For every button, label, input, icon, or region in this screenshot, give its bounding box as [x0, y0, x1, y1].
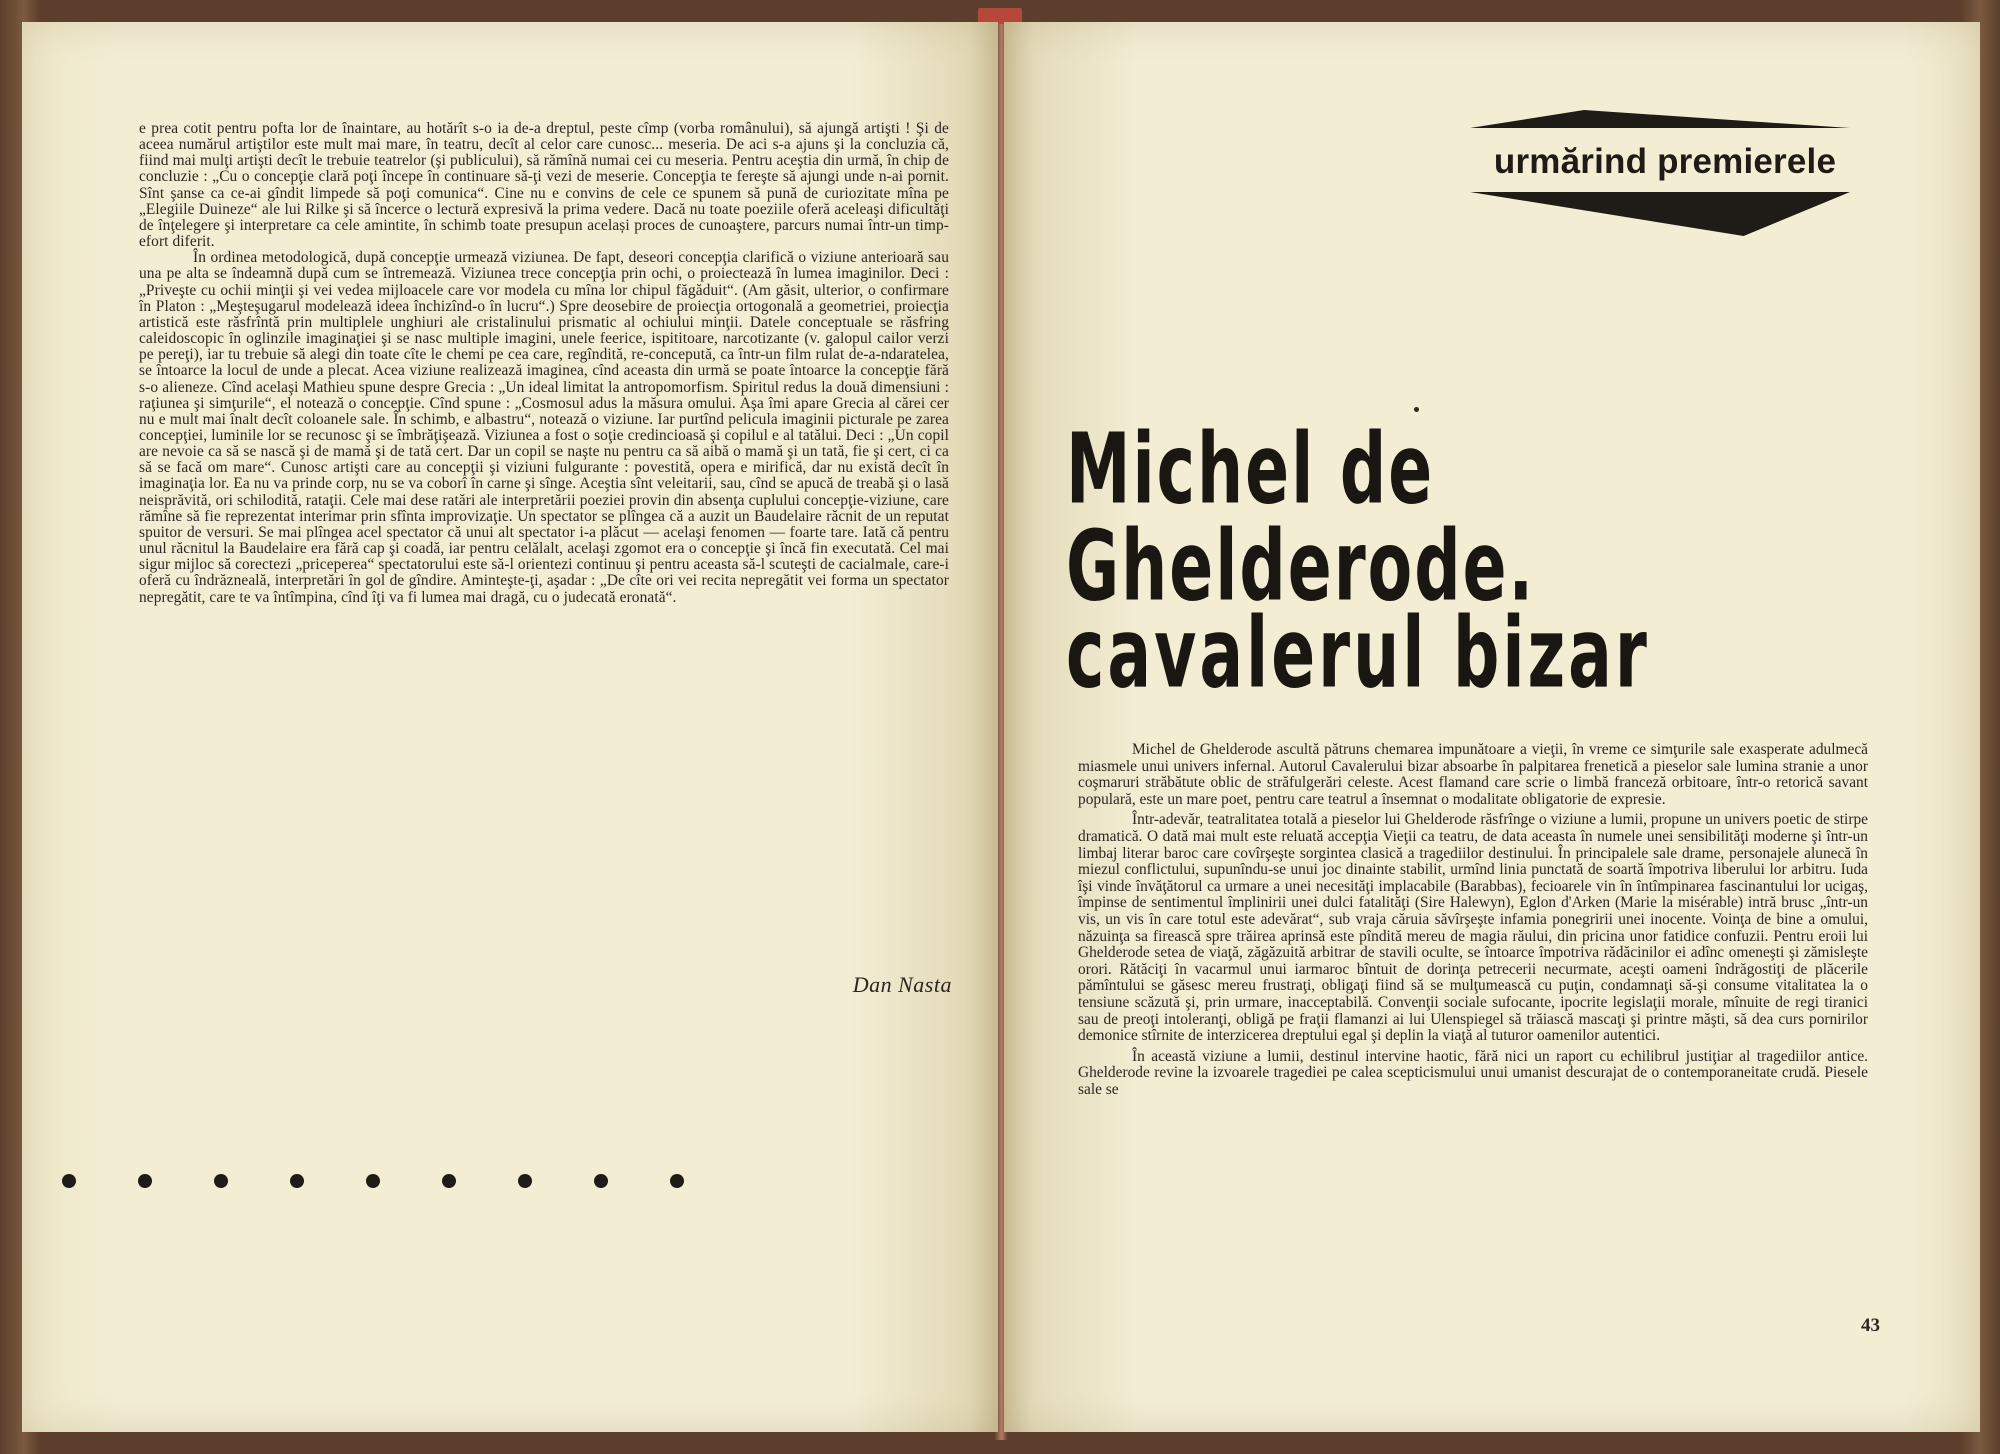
page-number: 43	[1861, 1315, 1880, 1336]
right-paragraph-3: În această viziune a lumii, destinul intervine haotic, fără nici un raport cu echilibrul justiţiar al tragediilor antice. Ghelderode revine la izvoarele tragediei pe calea scepticismului unui umanist descurajat de o contemporaneitate crudă. Piesele sale se	[1078, 1047, 1868, 1098]
author-signature: Dan Nasta	[852, 972, 952, 997]
dot-ornament	[518, 1174, 532, 1188]
right-page	[1004, 22, 1980, 1432]
title-line-1: Michel de Ghelderode.	[1066, 411, 1536, 623]
decorative-dot-row	[62, 1174, 702, 1198]
left-article-text	[139, 121, 949, 606]
right-paragraph-1: Michel de Ghelderode ascultă pătruns chemarea impunătoare a vieţii, în vreme ce simţurile sale exasperate adulmecă miasmele unui univers infernal. Autorul Cavalerului bizar absoarbe în palpitarea frenetică a pieselor sale lumina stranie a unor coşmaruri străbătute oblic de străfulgerări celeste. Acest flamand care scrie o limbă franceză orbitoare, într-o retorică savant populară, este un mare poet, pentru care teatrul a însemnat o modalitate obligatorie de expresie.	[1078, 741, 1868, 808]
right-article-text	[1078, 742, 1868, 1098]
right-paragraph-2: Într-adevăr, teatralitatea totală a pieselor lui Ghelderode răsfrînge o viziune a lumii, propune un univers poetic de stirpe dramatică. O dată mai mult este reluată accepţia Vieţii ca teatru, de data aceasta în numele unei sensibilităţi moderne şi într-un limbaj literar baroc care covîrşeşte sorgintea clasică a tragediilor destinului. În principalele sale drame, personajele alunecă în miezul conflictului, supunîndu-se unui joc dinainte stabilit, urmînd linia punctată de soartă împotriva liberului lor arbitru. Iuda îşi vinde învăţătorul ca urmare a unei necesităţi implacabile (Barabbas), fecioarele vin în întîmpinarea fascinantului lor ucigaş, împinse de sentimentul împlinirii unei dulci fatalităţi (Sire Halewyn), Eglon d'Arken (Marie la misérable) intră brusc „într-un vis, un vis în care totul este adevărat“, sub vraja căruia săvîrşeşte infamia ponegririi unei inocente. Voinţa de bine a omului, năzuinţa sa firească spre trăirea aprinsă este pîndită mereu de magia răului, din pricina unor fatidice confuzii. Pentru eroii lui Ghelderode setea de viaţă, zăgăzuită arbitrar de stavili oculte, se întoarce împotriva rădăcinilor ei adînc omeneşti şi zămisleşte orori. Rătăciţi în vacarmul unui iarmaroc bîntuit de dorinţa petrecerii necurmate, aceşti oameni îndrăgostiţi de plăcerile pămîntului se găsesc mereu frustraţi, obligaţi fiind să se mulţumească cu puţin, condamnaţi să-şi consume vitalitatea la o tensiune scăzută şi, prin urmare, inacceptabilă. Convenţii sociale sufocante, ipocrite legislaţii morale, mînuite de regi tiranici sau de preoţi intoleranţi, obligă pe fraţii flamanzi ai lui Ulenspiegel să trăiască mascaţi şi printre măşti, să dea curs pornirilor demonice stîrnite de interzicerea dreptului egal şi deplin la viaţă al tuturor oamenilor autentici.	[1078, 811, 1868, 1045]
left-paragraph-1: e prea cotit pentru pofta lor de înaintare, au hotărît s-o ia de-a dreptul, peste cîmp (vorba românului), să ajungă artişti ! Şi de aceea numărul artiştilor este mult mai mare, în teatru, decît al celor care cunosc... meseria. De aci s-a ajuns şi la concluzia că, fiind mai mulţi artişti decît le trebuie teatrelor (şi publicului), să rămînă numai cei cu meseria. Pentru aceştia din urmă, în chip de concluzie : „Cu o concepţie clară poţi începe în continuare să-ţi vezi de meserie. Concepţia te fereşte să ajungi unde n-ai pornit. Sînt şanse ca ce-ai gîndit limpede să poţi comunica“. Cine nu e convins de cele ce spunem să pună de curiozitate mîna pe „Elegiile Duineze“ ale lui Rilke şi să încerce o lectură expresivă la prima vedere. Dacă nu toate poeziile oferă aceleaşi dificultăţi de înţelegere şi interpretare ca cele amintite, în schimb toate presupun același proces de cunoaştere, parcurs numai într-un timp-efort diferit.	[139, 120, 949, 251]
dot-ornament	[442, 1174, 456, 1188]
title-line-2: cavalerul bizar	[1066, 595, 1650, 710]
left-paragraph-2: În ordinea metodologică, după concepţie urmează viziunea. De fapt, deseori concepţia clarifică o viziune anterioară sau una pe alta se îndeamnă după cum se întremează. Viziunea trece concepţia prin ochi, o proiectează în lumea imaginilor. Deci : „Priveşte cu ochii minţii şi vei vedea mijloacele care vor modela cu mîna lor chipul făgăduit“. (Am găsit, ulterior, o confirmare în Platon : „Meşteşugarul modelează ideea închizînd-o în lucru“.) Spre deosebire de proiecţia ortogonală a geometriei, proiecţia artistică este răsfrîntă prin multiplele unghiuri ale cristalinului prismatic al ochiului minţii. Datele conceptuale se răsfring caleidoscopic în oglinzile imaginaţiei şi se nasc multiple imagini, unele feerice, ispititoare, narcotizante (v. galopul cailor verzi pe pereţi), iar tu trebuie să alegi din toate cîte le chemi pe cea care, regîndită, re-concepută, ca într-un film rulat de-a-ndaratelea, se întoarce la locul de unde a plecat. Acea viziune realizează imaginea, cînd aceasta din urmă se poate întoarce la concepţie fără s-o alieneze. Cînd acelaşi Mathieu spune despre Grecia : „Un ideal limitat la antropomorfism. Spiritul redus la două dimensiuni : raţiunea şi simţurile“, el notează o concepţie. Cînd spune : „Cosmosul adus la măsura omului. Aşa îmi apare Grecia al cărei cer nu e mult mai înalt decît coloanele sale. În schimb, e albastru“, notează o viziune. Iar purtînd pelicula imaginii picturale pe zarea concepţiei, luminile lor se recunosc şi se îmbrăţişează. Viziunea a fost o soţie credincioasă şi copilul e al tatălui. Deci : „Un copil are nevoie ca să se nască şi de mamă şi de tată cert. Dar un copil se naşte nu pentru ca să aibă o mamă şi un tată, fie şi cert, ci ca să se facă om mare“. Cunosc artişti care au concepţii şi viziuni fulgurante : povestită, opera e mirifică, dar nu există decît în imaginaţia lor. Ea nu va prinde corp, nu se va coborî în carne şi sînge. Aceştia sînt veleitarii, sau, cînd se apucă de treabă şi o lasă neisprăvită, ori schilodită, rataţii. Cele mai dese ratări ale interpretării poeziei provin din absenţa cuplului concepţie-viziune, care rămîne să fie reprezentat interimar prin sfînta improvizaţie. Un spectator se plîngea că a auzit un Baudelaire răcnit de un reputat spuitor de versuri. Se mai plîngea acel spectator că unui alt spectator i-a plăcut — acelaşi fenomen — foarte tare. Iată că pentru unul răcnitul la Baudelaire era fără cap şi coadă, iar pentru celălalt, acelaşi zgomot era o concepţie şi încă fin executată. Cel mai sigur mijloc să corectezi „priceperea“ spectatorului este să-l orientezi continuu şi pentru aceasta să-l scuteşti de cacialmale, care-i oferă cu îndrăzneală, interpretări în gol de gîndire. Aminteşte-ţi, aşadar : „De cîte ori vei recita nepregătit vei forma un spectator nepregătit, care te va întîmpina, cînd îţi va fi lumea mai dragă, cu o judecată eronată“.	[139, 249, 950, 606]
dot-ornament	[290, 1174, 304, 1188]
dot-ornament	[366, 1174, 380, 1188]
section-kicker: urmărind premierele	[1493, 142, 1837, 181]
dot-ornament	[62, 1174, 76, 1188]
left-page	[22, 22, 998, 1432]
article-title	[1066, 411, 1826, 710]
dot-ornament	[214, 1174, 228, 1188]
dot-ornament	[670, 1174, 684, 1188]
dot-ornament	[594, 1174, 608, 1188]
dot-ornament	[138, 1174, 152, 1188]
